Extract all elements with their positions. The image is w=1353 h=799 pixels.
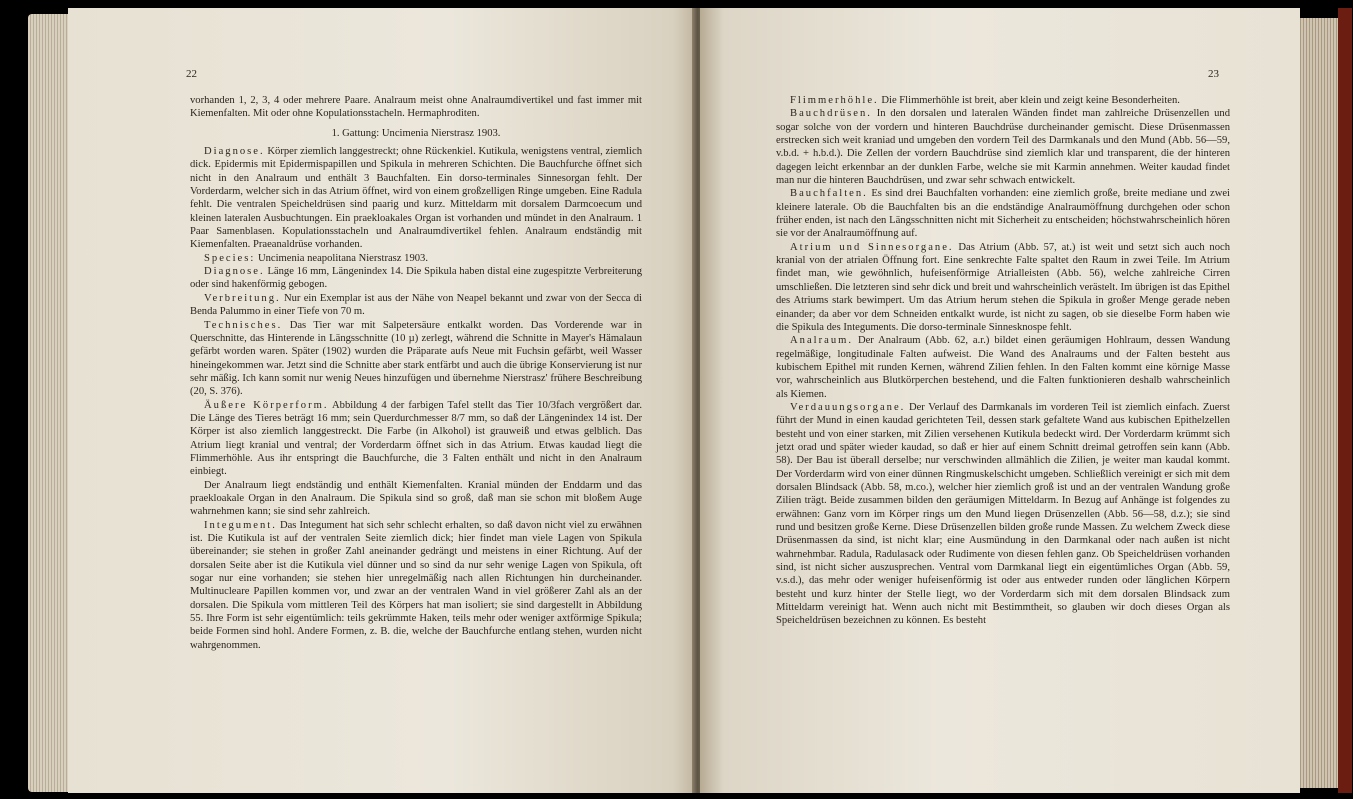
- paragraph-text: Uncimenia neapolitana Nierstrasz 1903.: [257, 252, 428, 264]
- paragraph: [190, 399, 642, 479]
- paragraph-lead: Analraum.: [790, 335, 854, 347]
- paragraph: [190, 479, 642, 519]
- paragraph: [190, 519, 642, 652]
- paragraph: [190, 252, 642, 265]
- paragraph-lead: Verdauungsorgane.: [790, 401, 906, 413]
- paragraph-lead: Bauchfalten.: [790, 188, 868, 200]
- paragraph: [776, 94, 1230, 107]
- paragraph: [776, 334, 1230, 401]
- paragraph: [190, 145, 642, 252]
- paragraph: [776, 401, 1230, 628]
- paragraph: [190, 292, 642, 319]
- paragraph-lead: Äußere Körperform.: [204, 399, 329, 411]
- left-text-column: [190, 94, 642, 652]
- right-page: [700, 8, 1300, 793]
- right-paragraphs: [776, 94, 1230, 628]
- paragraph-lead: Technisches.: [204, 319, 283, 331]
- paragraph-lead: Diagnose.: [204, 266, 265, 278]
- book-cover-right: [1338, 8, 1352, 793]
- left-paragraphs: [190, 145, 642, 652]
- paragraph-text: Der Analraum (Abb. 62, a.r.) bildet einen geräumigen Hohlraum, dessen Wandung regelmäßige, longitudinale Falten aufweist. Die Wand des Analraums und der Falten besteht aus kubischem Epithel mit runden Kernen, während Zilien fehlen. In den Falten kommt eine körnige Masse vor, wahrscheinlich aus Blutkörperchen bestehend, und die Falten funktionieren deshalb wahrscheinlich als Kiemen.: [776, 335, 1230, 400]
- paragraph-text: Körper ziemlich langgestreckt; ohne Rückenkiel. Kutikula, wenigstens ventral, ziemlich dick. Epidermis mit Epidermispapillen und Spikula in mehreren Schichten. Die Bauchfurche öffnet sich nicht in den Analraum und enthält 3 Bauchfalten. Ein dorso-terminales Sinnesorgan fehlt. Der Vorderdarm, welcher sich in das Atrium öffnet, wird von einem großzelligen Ringe umgeben. Eine Radula fehlt. Die ventralen Speicheldrüsen sind paarig und kurz. Mitteldarm mit dorsalem Darmcoecum und kleinen lateralen Ausbuchtungen. Ein praekloakales Organ ist vorhanden und mündet in den Analraum. 1 Paar Samenblasen. Kopulationsstacheln und Analraumdivertikel fehlen. Analraum endständig mit Kiemenfalten. Praeanaldrüse vorhanden.: [190, 146, 642, 251]
- paragraph-lead: Atrium und Sinnesorgane.: [790, 241, 954, 253]
- paragraph-text: Das Tier war mit Salpetersäure entkalkt worden. Das Vorderende war in Querschnitte, das Hinterende in Längsschnitte (10 µ) zerlegt, während die Schnitte in Mayer's Hämalaun gefärbt worden waren. Später (1902) wurden die Präparate aufs Neue mit Fuchsin gefärbt, weil Wasser hineingekommen war. Jetzt sind die Schnitte aber stark entfärbt und auch die übrige Konservierung ist nur sehr mäßig. Ich kann somit nur wenig Neues hinzufügen und übernehme Nierstrasz' frühere Beschreibung (20, S. 376).: [190, 319, 642, 398]
- paragraph-lead: Verbreitung.: [204, 292, 281, 304]
- paragraph-lead: Bauchdrüsen.: [790, 108, 872, 120]
- paragraph-lead: Flimmerhöhle.: [790, 95, 879, 106]
- paragraph-text: Nur ein Exemplar ist aus der Nähe von Neapel bekannt und zwar von der Secca di Benda Palummo in einer Tiefe von 70 m.: [190, 292, 642, 318]
- paragraph-text: Der Verlauf des Darmkanals im vorderen Teil ist ziemlich einfach. Zuerst führt der Mund in einen kaudad gerichteten Teil, dessen stark gefaltete Wand aus kubischen Epithelzellen besteht und von einer starken, mit Zilien versehenen Kutikula bedeckt wird. Der Vorderdarm krümmt sich jetzt orad und später wieder kaudad, so daß er hier auf einem Schnitt dreimal getroffen sein kann (Abb. 58). Der Bau ist überall derselbe; nur verschwinden allmählich die Zilien, je weiter man kaudal kommt. Der Vorderdarm wird von einer dünnen Ringmuskelschicht umgeben. Schließlich vereinigt er sich mit dem dorsalen Blindsack (Abb. 58, m.co.), welcher hier ziemlich groß ist und an der ventralen Wandung große Zilien trägt. Beide zusammen bilden den geräumigen Mitteldarm. In Bezug auf Anhänge ist folgendes zu erwähnen: Ganz vorn im Körper rings um den Mund liegen Drüsenzellen (Abb. 56—58, d.z.); sie sind rund und besitzen große Kerne. Diese Drüsenzellen bilden große runde Massen. Zu welchem Zweck diese Drüsenmassen da sind, ist nicht klar; eine Ausmündung in den Darmkanal oder nach außen ist nicht wahrnehmbar. Radula, Radulasack oder Rudimente von diesen fehlen ganz. Ob Speicheldrüsen vorhanden sind, ist nicht sicher auszusprechen. Ventral vom Darmkanal liegt ein eigentümliches Organ (Abb. 59, v.s.d.), das mehr oder weniger hufeisenförmig ist oder aus entweder runden oder länglichen Körpern besteht und kurz hinter der Stelle liegt, wo der Vorderdarm sich mit dem dorsalen Blindsack zum Mitteldarm vereinigt hat. Wenn auch nicht mit Bestimmtheit, so glauben wir doch dieses Organ als Speicheldrüsen bezeichnen zu können. Es besteht: [776, 401, 1230, 627]
- paragraph-text: Die Flimmerhöhle ist breit, aber klein und zeigt keine Besonderheiten.: [881, 95, 1180, 106]
- page-number: 22: [186, 68, 197, 80]
- paragraph: [190, 319, 642, 399]
- paragraph: [776, 107, 1230, 187]
- open-book: [28, 8, 1338, 793]
- paragraph-text: Länge 16 mm, Längenindex 14. Die Spikula haben distal eine zugespitzte Verbreiterung oder sind hakenförmig gebogen.: [190, 266, 642, 291]
- paragraph: [776, 187, 1230, 240]
- paragraph-text: In den dorsalen und lateralen Wänden findet man zahlreiche Drüsenzellen und sogar solche von der vordern und hinteren Bauchdrüse durcheinander gemischt. Diese Drüsenmassen erstrecken sich weit kraniad und umgeben den vordern Teil des Darmkanals und den Mund (Abb. 56—59, v.b.d. + h.b.d.). Die Zellen der vordern Bauchdrüse sind ziemlich klar und transparent, die der hinteren dagegen leicht erkennbar an der dunklen Farbe, welche sie mit Karmin annehmen. Weiter kaudad findet man nur die hinteren Bauchdrüsen, und zwar sehr schwach entwickelt.: [776, 108, 1230, 187]
- paragraph-text: Der Analraum liegt endständig und enthält Kiemenfalten. Kranial münden der Enddarm und das praekloakale Organ in den Analraum. Die Spikula sind so groß, daß man sie schon mit bloßem Auge wahrnehmen kann; sie sind sehr zahlreich.: [190, 479, 642, 518]
- paragraph: [776, 241, 1230, 334]
- paragraph-text: Abbildung 4 der farbigen Tafel stellt das Tier 10/3fach vergrößert dar. Die Länge des Tieres beträgt 16 mm; sein Querdurchmesser 8/7 mm, so daß der Längenindex 14 ist. Der Körper ist also ziemlich langgestreckt. Die Farbe (in Alkohol) ist grauweiß und etwas gelblich. Das Atrium liegt kranial und ventral; der Vorderdarm öffnet sich in das Atrium. Etwas kaudad liegt die Flimmerhöhle. Aus ihr entspringt die Bauchfurche, die 3 Falten enthält und nicht in den Analraum einbiegt.: [190, 399, 642, 478]
- right-text-column: [776, 94, 1230, 628]
- paragraph-lead: Integument.: [204, 519, 277, 531]
- left-page: [68, 8, 698, 793]
- paragraph-lead: Species:: [204, 252, 256, 264]
- paragraph-lead: Diagnose.: [204, 146, 265, 158]
- paragraph-text: Es sind drei Bauchfalten vorhanden: eine ziemlich große, breite mediane und zwei kleinere laterale. Ob die Bauchfalten bis an die endständige Analraumöffnung durchgehen oder schon früher enden, ist nach den Längsschnitten nicht mit Sicherheit zu entscheiden; höchstwahrscheinlich hören sie vor der Analraumöffnung auf.: [776, 188, 1231, 240]
- paragraph-text: Das Integument hat sich sehr schlecht erhalten, so daß davon nicht viel zu erwähnen ist. Die Kutikula ist auf der ventralen Seite ziemlich dick; hier findet man viele Lagen von Spikula übereinander; sie stehen in großer Zahl aneinander gedrängt und meistens in einer Richtung. Auf der dorsalen Seite aber ist die Kutikula viel dünner und so sind da nur sehr wenige Lagen von Spikula, oft sogar nur eine vorhanden; sie stehen hier unregelmäßig nach allen Richtungen hin durcheinander. Multinucleare Papillen kommen vor, und zwar an der ventralen Wand in viel größerer Zahl als an der dorsalen. Die Spikula vom mittleren Teil des Körpers hat man isoliert; sie sind dargestellt in Abbildung 55. Ihre Form ist sehr eigentümlich: teils gekrümmte Haken, teils mehr oder weniger axtförmige Spikula; beide Formen sind hohl. Andere Formen, z. B. die, welche der Bauchfurche entlang stehen, wurden nicht wahrgenommen.: [190, 519, 642, 651]
- paragraph-text: Das Atrium (Abb. 57, at.) ist weit und setzt sich auch noch kranial von der atrialen Öffnung fort. Eine senkrechte Falte spaltet den Raum in zwei Teile. Im Atrium findet man, wie gewöhnlich, hufeisenförmige Atrialleisten (Abb. 56), welche zahlreiche Cirren umschließen. Die letzteren sind sehr dick und breit und wahrscheinlich verästelt. Im übrigen ist das Epithel des Atriums stark bewimpert. Um das Atrium herum stehen die Spikula in großer Menge gerade neben einander; da aber vor dem Schneiden entkalkt wurde, ist nicht zu sagen, ob sie dieselbe Form haben wie die Spikula des Integuments. Die dorso-terminale Sinnesknospe fehlt.: [776, 241, 1231, 333]
- intro-paragraph: vorhanden 1, 2, 3, 4 oder mehrere Paare. Analraum meist ohne Analraumdivertikel und fast immer mit Kiemenfalten. Mit oder ohne Kopulationsstacheln. Hermaphroditen.: [190, 95, 642, 120]
- page-number: 23: [1208, 68, 1219, 80]
- paragraph: [190, 265, 642, 292]
- genus-heading: 1. Gattung: Uncimenia Nierstrasz 1903.: [331, 127, 501, 139]
